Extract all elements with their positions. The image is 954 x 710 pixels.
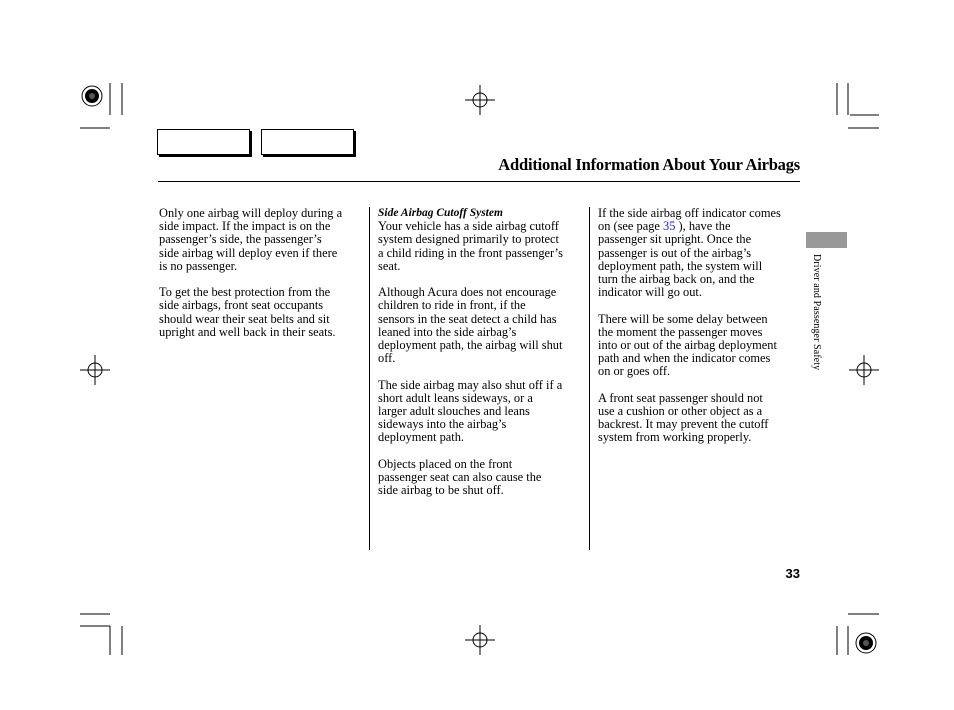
- page-number: 33: [785, 566, 800, 581]
- paragraph: The side airbag may also shut off if a short adult leans sideways, or a larger adult slouches and leans sideways into the airbag’s deployment path.: [378, 377, 563, 445]
- section-tab-label: Driver and Passenger Safety: [811, 254, 822, 371]
- section-subheading: Side Airbag Cutoff System: [378, 207, 503, 219]
- paragraph: There will be some delay between the moment the passenger moves into or out of the airbag deployment path and when the indicator comes on or goes off.: [598, 311, 777, 379]
- paragraph: Although Acura does not encourage children to ride in front, if the sensors in the seat detect a child has leaned into the side airbag’s deployment path, the airbag will shut off.: [378, 285, 563, 366]
- paragraph: Only one airbag will deploy during a side impact. If the impact is on the passenger’s side, the passenger’s side airbag will deploy even if there is no passenger.: [159, 206, 343, 273]
- paragraph-text: ), have the passenger sit upright. Once the passenger is out of the airbag’s deployment path, the system will turn the airbag back on, and the indicator will go out.: [598, 219, 763, 300]
- paragraph-text: If the side airbag off indicator comes on (see page: [598, 206, 781, 234]
- paragraph: Objects placed on the front passenger seat can also cause the side airbag to be shut off.: [378, 456, 542, 498]
- paragraph: Your vehicle has a side airbag cutoff system designed primarily to protect a child riding in the front passenger’s seat.: [378, 219, 563, 273]
- paragraph: A front seat passenger should not use a cushion or other object as a backrest. It may prevent the cutoff system from working properly.: [598, 390, 769, 445]
- page-title: Additional Information About Your Airbags: [498, 155, 800, 174]
- paragraph: To get the best protection from the side airbags, front seat occupants should wear their seat belts and sit upright and well back in their seats.: [159, 285, 336, 339]
- page-link-35[interactable]: 35: [663, 219, 676, 234]
